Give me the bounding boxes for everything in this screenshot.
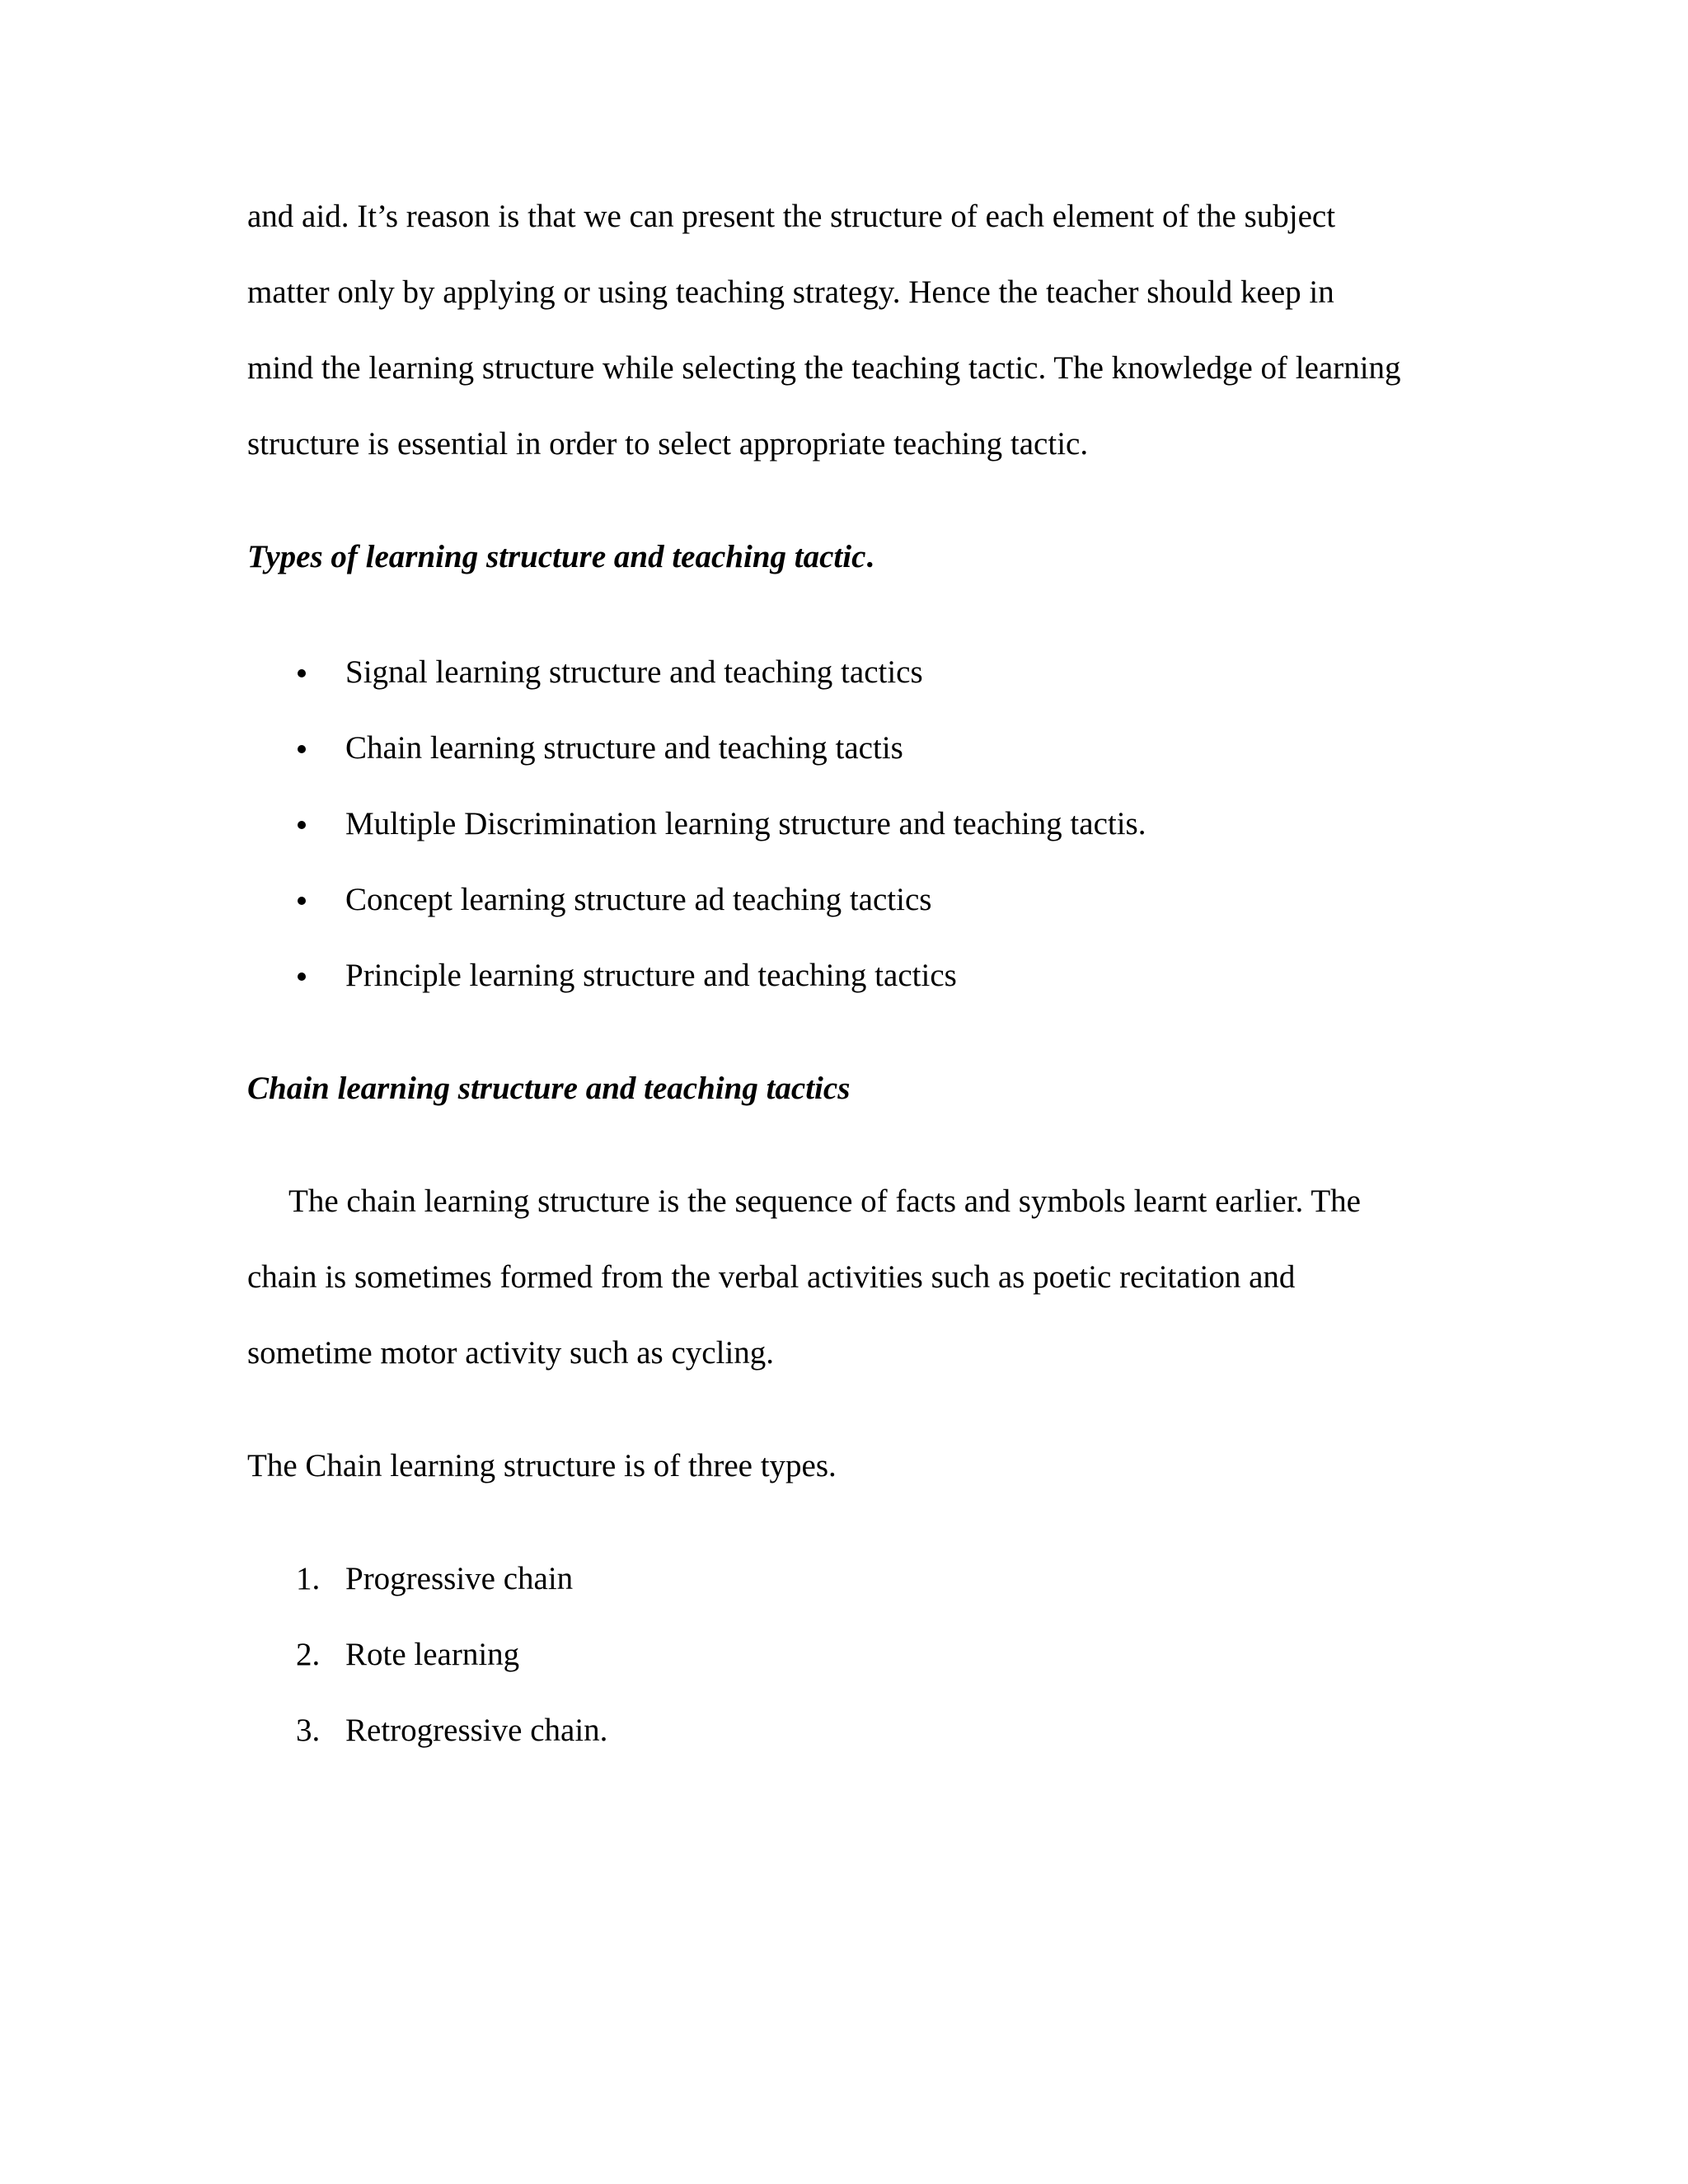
bullet-icon (298, 669, 306, 677)
list-item-text: Progressive chain (345, 1561, 574, 1596)
bullet-icon (298, 972, 306, 981)
bullet-icon (298, 821, 306, 829)
list-item-text: Concept learning structure ad teaching tactics (345, 882, 932, 917)
list-number: 2. (296, 1637, 321, 1672)
chain-heading: Chain learning structure and teaching tactics (247, 1071, 851, 1106)
paragraph-line: The chain learning structure is the sequence of facts and symbols learnt earlier. The (288, 1183, 1361, 1219)
paragraph-line: mind the learning structure while selecting the teaching tactic. The knowledge of learning (247, 350, 1401, 386)
bullet-icon (298, 745, 306, 753)
paragraph-line: and aid. It’s reason is that we can present the structure of each element of the subject (247, 199, 1336, 234)
list-item-text: Retrogressive chain. (345, 1713, 608, 1748)
list-item-text: Principle learning structure and teaching tactics (345, 958, 957, 993)
chain-types-intro: The Chain learning structure is of three types. (247, 1448, 837, 1483)
types-heading-period: . (865, 539, 874, 574)
list-number: 3. (296, 1713, 321, 1748)
list-item-text: Rote learning (345, 1637, 520, 1672)
list-item-text: Signal learning structure and teaching tactics (345, 654, 923, 690)
list-item-text: Multiple Discrimination learning structure and teaching tactis. (345, 806, 1146, 841)
list-item-text: Chain learning structure and teaching tactis (345, 730, 903, 766)
bullet-icon (298, 897, 306, 905)
paragraph-line: matter only by applying or using teaching strategy. Hence the teacher should keep in (247, 274, 1334, 310)
list-number: 1. (296, 1561, 321, 1596)
paragraph-line: sometime motor activity such as cycling. (247, 1335, 775, 1371)
types-heading-text: Types of learning structure and teaching tactic (247, 539, 866, 574)
types-heading (247, 537, 874, 577)
paragraph-line: structure is essential in order to select appropriate teaching tactic. (247, 426, 1089, 462)
paragraph-line: chain is sometimes formed from the verbal activities such as poetic recitation and (247, 1259, 1296, 1295)
